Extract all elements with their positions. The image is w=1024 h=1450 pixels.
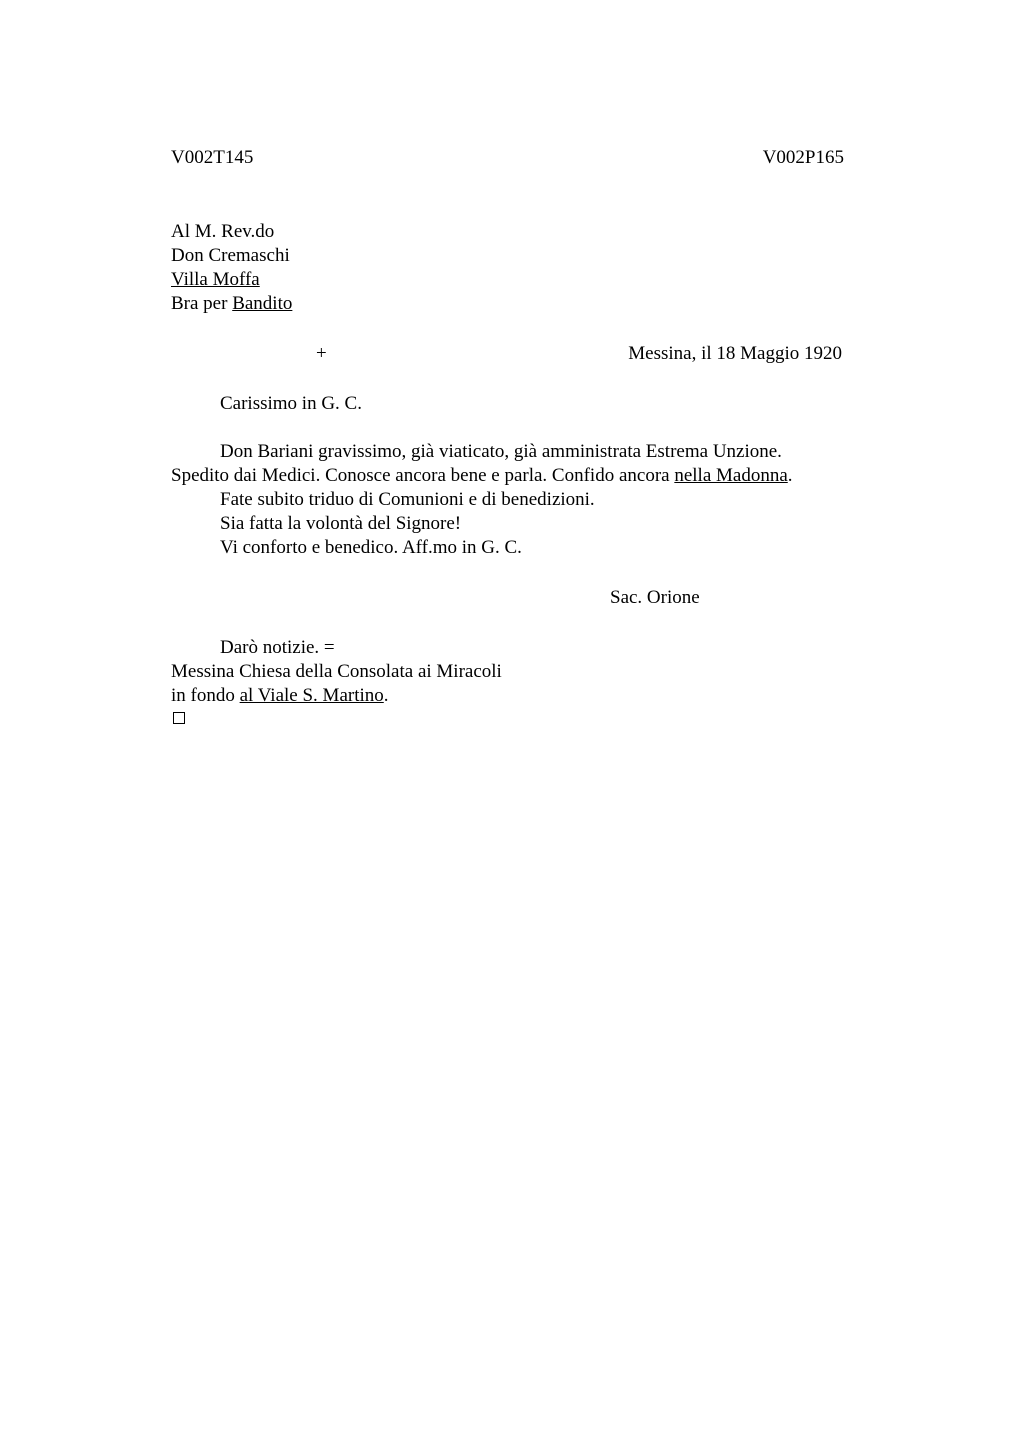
postscript-line-1: Darò notizie. = [220,637,335,658]
postscript-line-3-prefix: in fondo [171,685,240,706]
header-right-code: V002P165 [762,147,844,168]
body-line-2-suffix: . [787,465,793,486]
address-block [171,220,292,316]
body-line-2-prefix: Spedito dai Medici. Conosce ancora bene e parla. Confido ancora [171,465,675,486]
empty-square-icon [173,712,185,724]
body-line-2-underlined: nella Madonna [674,465,788,486]
postscript-line-3-underlined: al Viale S. Martino [239,685,384,706]
dateline-date: Messina, il 18 Maggio 1920 [628,343,842,364]
address-line-4 [171,292,292,316]
body-line-1: Don Bariani gravissimo, già viaticato, già amministrata Estrema Unzione. [220,441,782,462]
dateline-cross: + [316,343,327,364]
signature: Sac. Orione [610,587,700,608]
postscript-line-2: Messina Chiesa della Consolata ai Miracoli [171,661,502,682]
postscript-line-3-suffix: . [383,685,389,706]
address-line-3: Villa Moffa [171,269,260,290]
header-left-code: V002T145 [171,147,254,168]
postscript-line-3 [171,684,502,708]
address-line-4-underlined: Bandito [232,293,293,314]
address-line-1: Al M. Rev.do [171,221,275,242]
body-line-4: Sia fatta la volontà del Signore! [220,513,462,534]
address-line-2: Don Cremaschi [171,245,290,266]
letter-body [171,440,793,560]
address-line-4-prefix: Bra per [171,293,233,314]
postscript [171,636,502,708]
salutation: Carissimo in G. C. [220,393,362,414]
body-line-3: Fate subito triduo di Comunioni e di benedizioni. [220,489,595,510]
body-line-2 [171,464,793,488]
body-line-5: Vi conforto e benedico. Aff.mo in G. C. [220,537,522,558]
